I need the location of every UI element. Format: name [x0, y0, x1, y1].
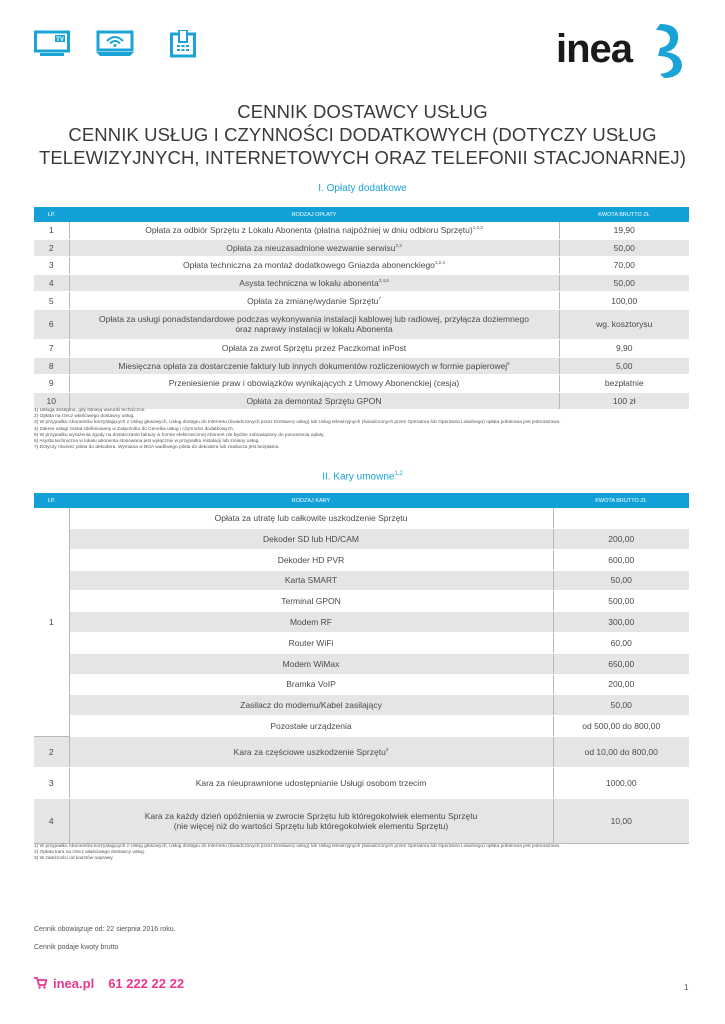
row-price: 1000,00: [553, 767, 689, 798]
footnote: 5) W przypadku wyrażenia zgody na dostarczanie faktury w formie elektronicznej Abonent nie będzie zobowiązany do ponoszenia opłaty.: [34, 432, 325, 438]
equipment-price: 50,00: [553, 570, 689, 591]
col-price: KWOTA BRUTTO ZŁ: [553, 493, 689, 508]
footnote: 1) Usługa dostępna, gdy istnieją warunki techniczne.: [34, 408, 146, 413]
row-price: 100 zł: [559, 392, 689, 410]
fee-description: [69, 274, 559, 292]
logo-text: inea: [556, 27, 633, 71]
equipment-price: 200,00: [553, 674, 689, 695]
row-number: 10: [34, 392, 69, 410]
table-row: [34, 309, 689, 339]
fee-description: [69, 375, 559, 393]
fee-description: [69, 357, 559, 375]
group-title-price: [553, 508, 689, 529]
description-text: Opłata za demontaż Sprzętu GPON: [246, 396, 382, 407]
description-text: Opłata za zmianę/wydanie Sprzętu: [247, 295, 379, 306]
section-2-heading-sup: 1,2: [394, 471, 403, 477]
section-1-footnotes: [34, 408, 561, 451]
section-2-heading: [0, 471, 725, 482]
col-price: KWOTA BRUTTO ZŁ: [559, 207, 689, 222]
equipment-name: Zasilacz do modemu/Kabel zasilający: [69, 695, 553, 716]
description-text: Opłata za zwrot Sprzętu przez Paczkomat inPost: [221, 343, 407, 354]
equipment-price: 50,00: [553, 695, 689, 716]
footnote: 3) W zależności od kosztów naprawy.: [34, 856, 114, 862]
description-text-line-2: (nie więcej niż do wartości Sprzętu lub któregokolwiek elementu Sprzętu): [173, 820, 449, 831]
row-price: 9,90: [559, 339, 689, 357]
footnote: 6) Asysta techniczna w lokalu abonenta stosowana jest wyłącznie w przypadku instalacji lub zmiany usług.: [34, 439, 260, 445]
table-row: [34, 570, 689, 591]
equipment-name: Dekoder HD PVR: [69, 549, 553, 570]
footnote-ref: 1,2,4: [434, 260, 445, 266]
footnote-ref: 1,2,3: [472, 225, 483, 231]
table-row: [34, 339, 689, 357]
row-price: 5,00: [559, 357, 689, 375]
footnote: 1) W przypadku Abonentów korzystających z Usług głosowych, Usług dostępu do Internetu (świadczonych przez Dostawcę usług) lub Usług telewizyjnych (świadczonych przez Operatora lub Operatora Lokalnego) opłata pobierana jest jednorazowo.: [34, 844, 561, 849]
row-price: 100,00: [559, 292, 689, 310]
table-row: [34, 292, 689, 310]
footnote-ref: 2,4,6: [378, 278, 389, 284]
group-title-row: [34, 508, 689, 529]
fee-description: [69, 798, 553, 843]
row-number: 8: [34, 357, 69, 375]
table-row: [34, 767, 689, 798]
row-price: 50,00: [559, 274, 689, 292]
table-row: [34, 716, 689, 737]
equipment-price: 500,00: [553, 591, 689, 612]
table-row: [34, 736, 689, 767]
description-text: Opłata techniczna za montaż dodatkowego Gniazda abonenckiego: [183, 260, 435, 271]
col-penalty-type: RODZAJ KARY: [69, 493, 553, 508]
row-price: 70,00: [559, 257, 689, 275]
section-1-heading: I. Opłaty dodatkowe: [318, 183, 407, 194]
equipment-name: Terminal GPON: [69, 591, 553, 612]
footnote-ref: 7: [378, 295, 381, 301]
col-fee-type: RODZAJ OPŁATY: [69, 207, 559, 222]
inea-logo: [556, 18, 692, 80]
description-text: Przeniesienie praw i obowiązków wynikających z Umowy Abonenckiej (cesja): [168, 378, 460, 389]
row-price: 19,90: [559, 222, 689, 239]
contract-penalties-table: [34, 493, 689, 844]
table-row: [34, 239, 689, 257]
table-row: [34, 695, 689, 716]
description-text: Miesięczna opłata za dostarczenie faktury lub innych dokumentów rozliczeniowych w formie papierowej: [118, 360, 508, 371]
valid-from-note: Cennik obowiązuje od: 22 sierpnia 2016 roku.: [34, 926, 176, 933]
table-row: [34, 375, 689, 393]
description-text: Kara za nieuprawnione udostępnianie Usługi osobom trzecim: [195, 777, 427, 788]
document-title: [0, 100, 725, 169]
table-row: [34, 529, 689, 550]
footnote-ref: 2,3: [395, 243, 402, 249]
row-number: 9: [34, 375, 69, 393]
table-row: [34, 257, 689, 275]
table-row: [34, 632, 689, 653]
equipment-price: 650,00: [553, 653, 689, 674]
description-text-line-2: oraz naprawy instalacji w lokalu Abonenta: [235, 324, 393, 335]
row-number: 5: [34, 292, 69, 310]
website-link[interactable]: inea.pl: [53, 976, 95, 991]
equipment-name: Dekoder SD lub HD/CAM: [69, 529, 553, 550]
gross-prices-note: Cennik podaje kwoty brutto: [34, 944, 119, 951]
fee-description: [69, 767, 553, 798]
footnote: 2) Opłata na rzecz właściwego dostawcy usług.: [34, 414, 135, 420]
fee-description: [69, 292, 559, 310]
row-number: 7: [34, 339, 69, 357]
table-row: [34, 798, 689, 843]
shopping-cart-icon: [34, 977, 47, 989]
equipment-price: od 500,00 do 800,00: [553, 716, 689, 737]
description-text: Kara za każdy dzień opóźnienia w zwrocie Sprzętu lub któregokolwiek elementu Sprzętu: [144, 810, 478, 821]
wifi-router-icon: [96, 30, 134, 56]
equipment-price: 60,00: [553, 632, 689, 653]
section-2-heading-text: II. Kary umowne: [322, 471, 395, 483]
footnote-ref: 3: [385, 747, 389, 753]
equipment-name: Modem RF: [69, 612, 553, 633]
row-number: 3: [34, 767, 69, 798]
description-text: Opłata za odbiór Sprzętu z Lokalu Abonenta (płatna najpóźniej w dniu odbioru Sprzętu): [145, 225, 473, 236]
section-2-footnotes: [34, 844, 561, 863]
equipment-price: 600,00: [553, 549, 689, 570]
fee-description: [69, 309, 559, 339]
col-lp: LP.: [34, 493, 69, 508]
row-number: 4: [34, 798, 69, 843]
row-number: 2: [34, 736, 69, 767]
equipment-name: Karta SMART: [69, 570, 553, 591]
contact-line: [34, 976, 184, 991]
table-row: [34, 653, 689, 674]
title-line-3: TELEWIZYJNYCH, INTERNETOWYCH ORAZ TELEFONII STACJONARNEJ): [38, 147, 687, 168]
phone-number[interactable]: 61 222 22 22: [108, 976, 185, 991]
row-price: wg. kosztorysu: [559, 309, 689, 339]
group-title: Opłata za utratę lub całkowite uszkodzenie Sprzętu: [69, 508, 553, 529]
table-row: [34, 549, 689, 570]
title-line-1: CENNIK DOSTAWCY USŁUG: [237, 101, 488, 122]
row-number: 1: [34, 222, 69, 239]
footnote: 3) W przypadku Abonentów korzystających z Usług głosowych, Usług dostępu do Internetu (świadczonych przez Dostawcę usług) lub Usług telewizyjnych (świadczonych przez Operatora lub Operatora Lokalnego) opłata pobierana jest jednorazowo.: [34, 420, 561, 426]
table-row: [34, 222, 689, 239]
phone-icon: [170, 30, 196, 58]
row-number: 2: [34, 239, 69, 257]
fee-description: [69, 222, 559, 239]
table-row: [34, 612, 689, 633]
description-text: Kara za częściowe uszkodzenie Sprzętu: [233, 746, 386, 757]
description-text: Opłata za nieuzasadnione wezwanie serwisu: [226, 242, 396, 253]
row-number: 1: [34, 508, 69, 736]
row-price: 10,00: [553, 798, 689, 843]
equipment-price: 300,00: [553, 612, 689, 633]
equipment-price: 200,00: [553, 529, 689, 550]
table-row: [34, 591, 689, 612]
footnote-ref: 5: [507, 361, 510, 367]
fee-description: [69, 239, 559, 257]
row-price: od 10,00 do 800,00: [553, 736, 689, 767]
equipment-name: Bramka VoIP: [69, 674, 553, 695]
footnote: 2) Opłata kara na rzecz właściwego dostawcy usług.: [34, 850, 146, 856]
row-number: 6: [34, 309, 69, 339]
fee-description: [69, 339, 559, 357]
equipment-name: Modem WiMax: [69, 653, 553, 674]
table-row: [34, 357, 689, 375]
row-price: 50,00: [559, 239, 689, 257]
table-row: [34, 674, 689, 695]
footnote: 4) Zakres usługi został zdefiniowany w Załączniku do Cennika usług i czynności dodatkowych.: [34, 426, 234, 432]
tv-icon: [34, 30, 70, 56]
fee-description: [69, 736, 553, 767]
footnote: 7) Dotyczy również pilota do dekodera. Wymiana w BOA wadliwego pilota do dekodera lub zasilacza jest bezpłatna.: [34, 445, 280, 451]
row-number: 4: [34, 274, 69, 292]
page-number: 1: [684, 983, 689, 992]
equipment-name: Pozostałe urządzenia: [69, 716, 553, 737]
additional-fees-table: [34, 207, 689, 410]
fee-description: [69, 257, 559, 275]
row-price: bezpłatnie: [559, 375, 689, 393]
row-number: 3: [34, 257, 69, 275]
description-text: Asysta techniczna w lokalu abonenta: [239, 278, 379, 289]
description-text: Opłata za usługi ponadstandardowe podczas wykonywania instalacji kablowej lub radiowej, przyłącza doziemnego: [99, 314, 529, 325]
tv-badge: TV: [56, 36, 64, 43]
table-row: [34, 274, 689, 292]
title-line-2: CENNIK USŁUG I CZYNNOŚCI DODATKOWYCH (DOTYCZY USŁUG: [68, 124, 657, 145]
col-lp: LP.: [34, 207, 69, 222]
equipment-name: Router WiFi: [69, 632, 553, 653]
